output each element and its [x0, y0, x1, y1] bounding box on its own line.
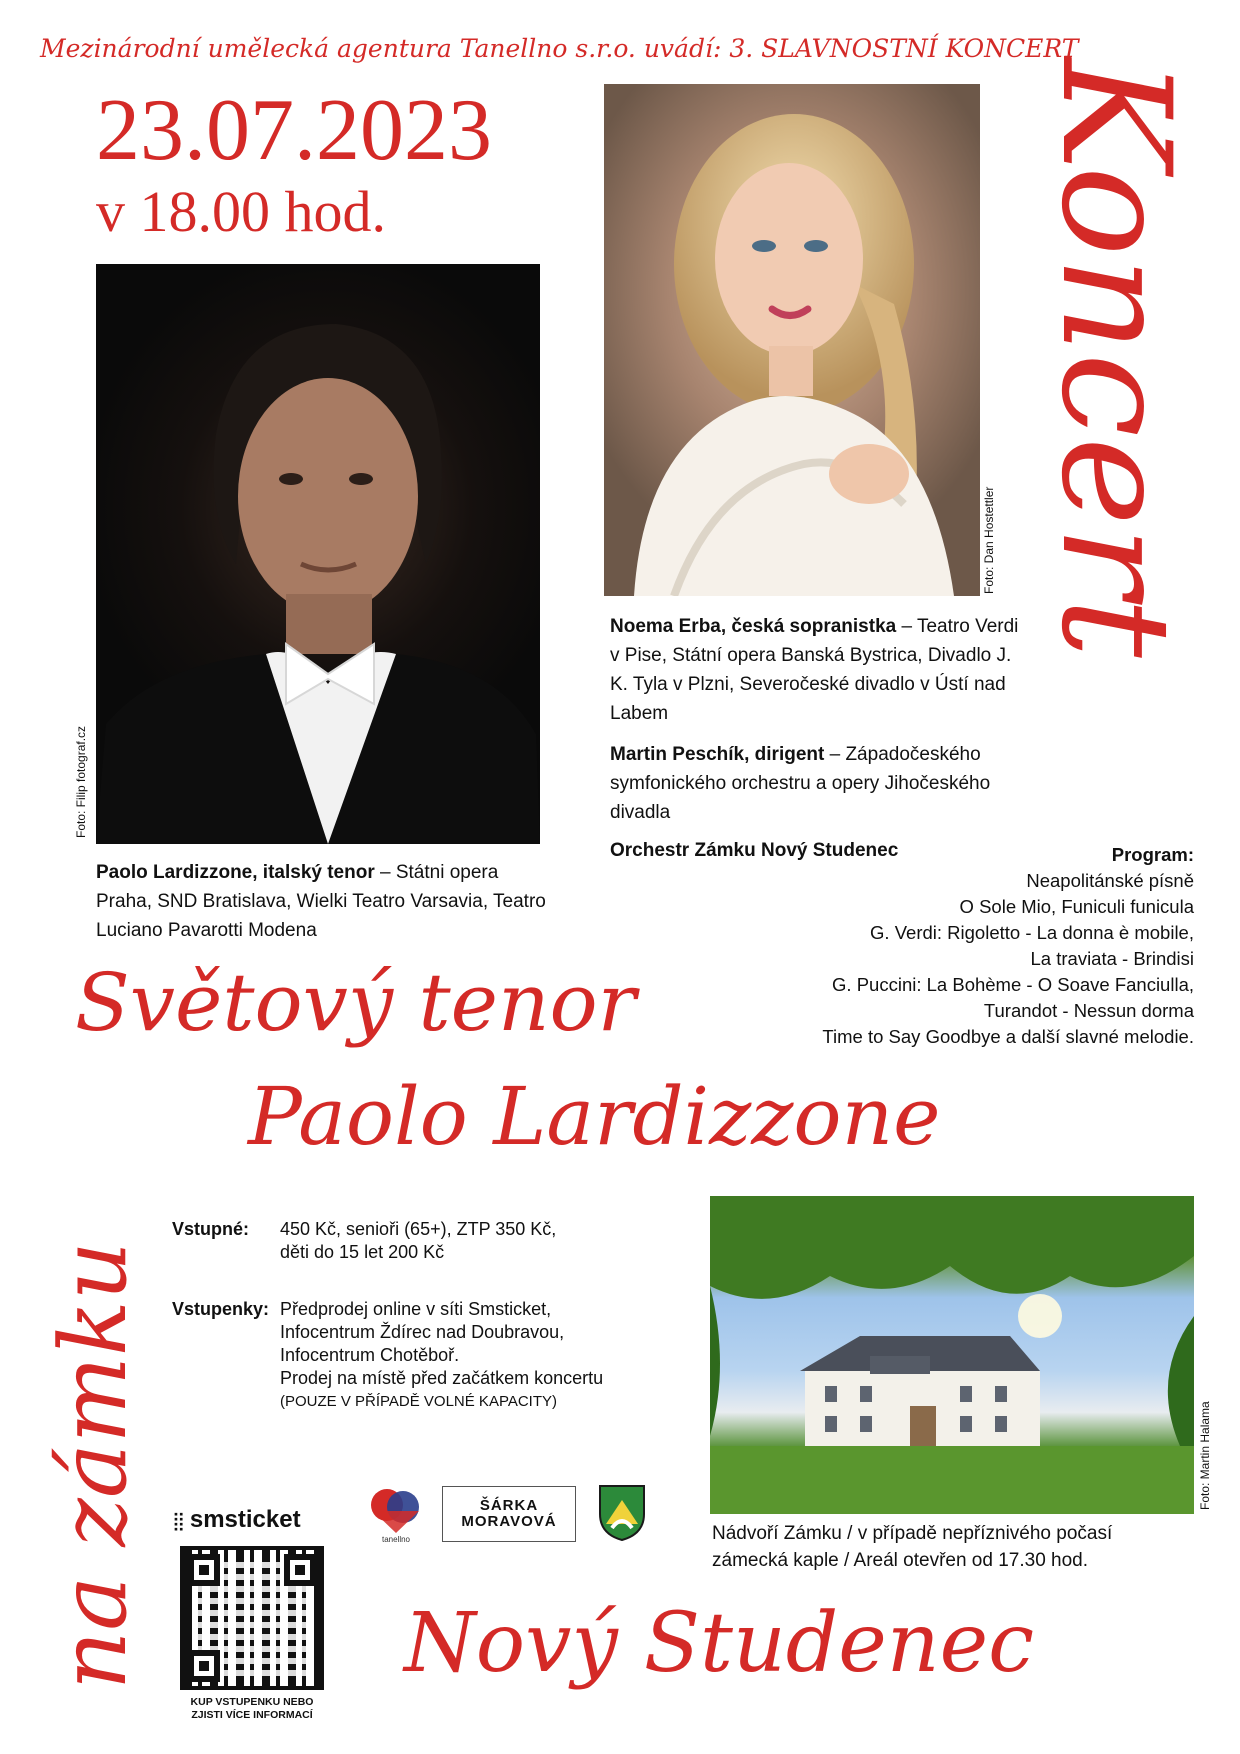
program-line: Neapolitánské písně: [1026, 870, 1194, 891]
headline-line-1: Světový tenor: [75, 956, 636, 1049]
vertical-title-na-zamku: na zámku: [40, 1241, 147, 1690]
coat-of-arms-shield-icon: [598, 1484, 646, 1542]
qr-finder-icon: [284, 1554, 316, 1586]
conductor-caption: [610, 740, 1050, 827]
qr-finder-icon: [188, 1554, 220, 1586]
tenor-photo: [96, 264, 540, 844]
qr-finder-icon: [188, 1650, 220, 1682]
qr-caption: [172, 1696, 332, 1722]
sales-line: Předprodej online v síti Smsticket,: [280, 1299, 552, 1319]
vertical-title-koncert: Koncert: [1028, 58, 1202, 658]
conductor-bio: – Západočeského symfonického orchestru a opery Jihočeského divadla: [610, 744, 991, 823]
qr-caption-line: ZJISTI VÍCE INFORMACÍ: [191, 1709, 313, 1721]
smsticket-logo: [172, 1506, 301, 1534]
sarka-logo-line: ŠÁRKA: [479, 1497, 539, 1514]
concert-date: 23.07.2023: [96, 82, 492, 179]
tenor-figure: [96, 264, 540, 844]
program-line: La traviata - Brindisi: [1030, 948, 1194, 969]
soprano-caption: [610, 612, 1030, 728]
tenor-name: Paolo Lardizzone, italský tenor: [96, 862, 375, 883]
venue-caption: [712, 1520, 1192, 1574]
concert-time: v 18.00 hod.: [96, 179, 386, 244]
program-line: Turandot - Nessun dorma: [983, 1000, 1194, 1021]
qr-caption-line: KUP VSTUPENKU NEBO: [190, 1696, 314, 1708]
program-line: O Sole Mio, Funiculi funicula: [959, 896, 1194, 917]
soprano-photo: [604, 84, 980, 596]
venue-caption-line: zámecká kaple / Areál otevřen od 17.30 hod.: [712, 1550, 1089, 1571]
tanellno-logo-text: tanellno: [381, 1534, 411, 1544]
program-block: [822, 842, 1194, 1050]
castle-photo: [710, 1196, 1194, 1514]
venue-caption-line: Nádvoří Zámku / v případě nepříznivého počasí: [712, 1523, 1113, 1544]
entry-line: 450 Kč, senioři (65+), ZTP 350 Kč,: [280, 1219, 557, 1239]
sarka-logo-line: MORAVOVÁ: [461, 1513, 557, 1530]
sales-line: Infocentrum Ždírec nad Doubravou,: [280, 1322, 565, 1342]
sales-line: Prodej na místě před začátkem koncertu: [280, 1368, 604, 1388]
header-line: Mezinárodní umělecká agentura Tanellno s.r.o. uvádí: 3. SLAVNOSTNÍ KONCERT: [40, 34, 1079, 63]
sales-line: (POUZE V PŘÍPADĚ VOLNÉ KAPACITY): [280, 1393, 558, 1410]
entry-label: Vstupné:: [172, 1219, 250, 1239]
tickets-sales-block: [172, 1298, 652, 1413]
orchestra-name: Orchestr Zámku Nový Studenec: [610, 840, 899, 861]
tanellno-heart-icon: [369, 1487, 423, 1535]
tenor-caption: [96, 858, 556, 945]
program-line: Time to Say Goodbye a další slavné melodie.: [822, 1026, 1194, 1047]
venue-title: Nový Studenec: [404, 1596, 1035, 1691]
conductor-name: Martin Peschík, dirigent: [610, 744, 825, 765]
smsticket-logo-text: smsticket: [189, 1506, 301, 1533]
program-title: Program:: [1111, 844, 1194, 865]
smsticket-dots-icon: ⣿: [172, 1511, 184, 1531]
program-line: G. Verdi: Rigoletto - La donna è mobile,: [870, 922, 1194, 943]
sales-label: Vstupenky:: [172, 1299, 270, 1319]
headline-line-2: Paolo Lardizzone: [248, 1070, 941, 1163]
soprano-name: Noema Erba, česká sopranistka: [610, 616, 897, 637]
tenor-bio: – Státni opera Praha, SND Bratislava, Wielki Teatro Varsavia, Teatro Luciano Pavarotti Modena: [96, 862, 546, 941]
municipal-coat-of-arms: [598, 1484, 646, 1542]
castle-scene: [710, 1196, 1194, 1514]
entry-line: děti do 15 let 200 Kč: [280, 1242, 445, 1262]
soprano-bio: – Teatro Verdi v Pise, Státní opera Banská Bystrica, Divadlo J. K. Tyla v Plzni, Severočeské divadlo v Ústí nad Labem: [610, 616, 1019, 724]
entry-price-block: [172, 1218, 612, 1264]
sarka-moravova-logo: [442, 1486, 576, 1542]
soprano-photo-credit: Foto: Dan Hostettler: [982, 486, 996, 594]
soprano-figure: [604, 84, 980, 596]
program-line: G. Puccini: La Bohème - O Soave Fanciulla,: [832, 974, 1194, 995]
qr-code: [180, 1546, 324, 1690]
tenor-photo-credit: Foto: Filip fotograf.cz: [74, 725, 88, 838]
sales-line: Infocentrum Chotěboř.: [280, 1345, 460, 1365]
castle-photo-credit: Foto: Martin Halama: [1198, 1401, 1212, 1510]
tanellno-logo: [366, 1480, 426, 1550]
